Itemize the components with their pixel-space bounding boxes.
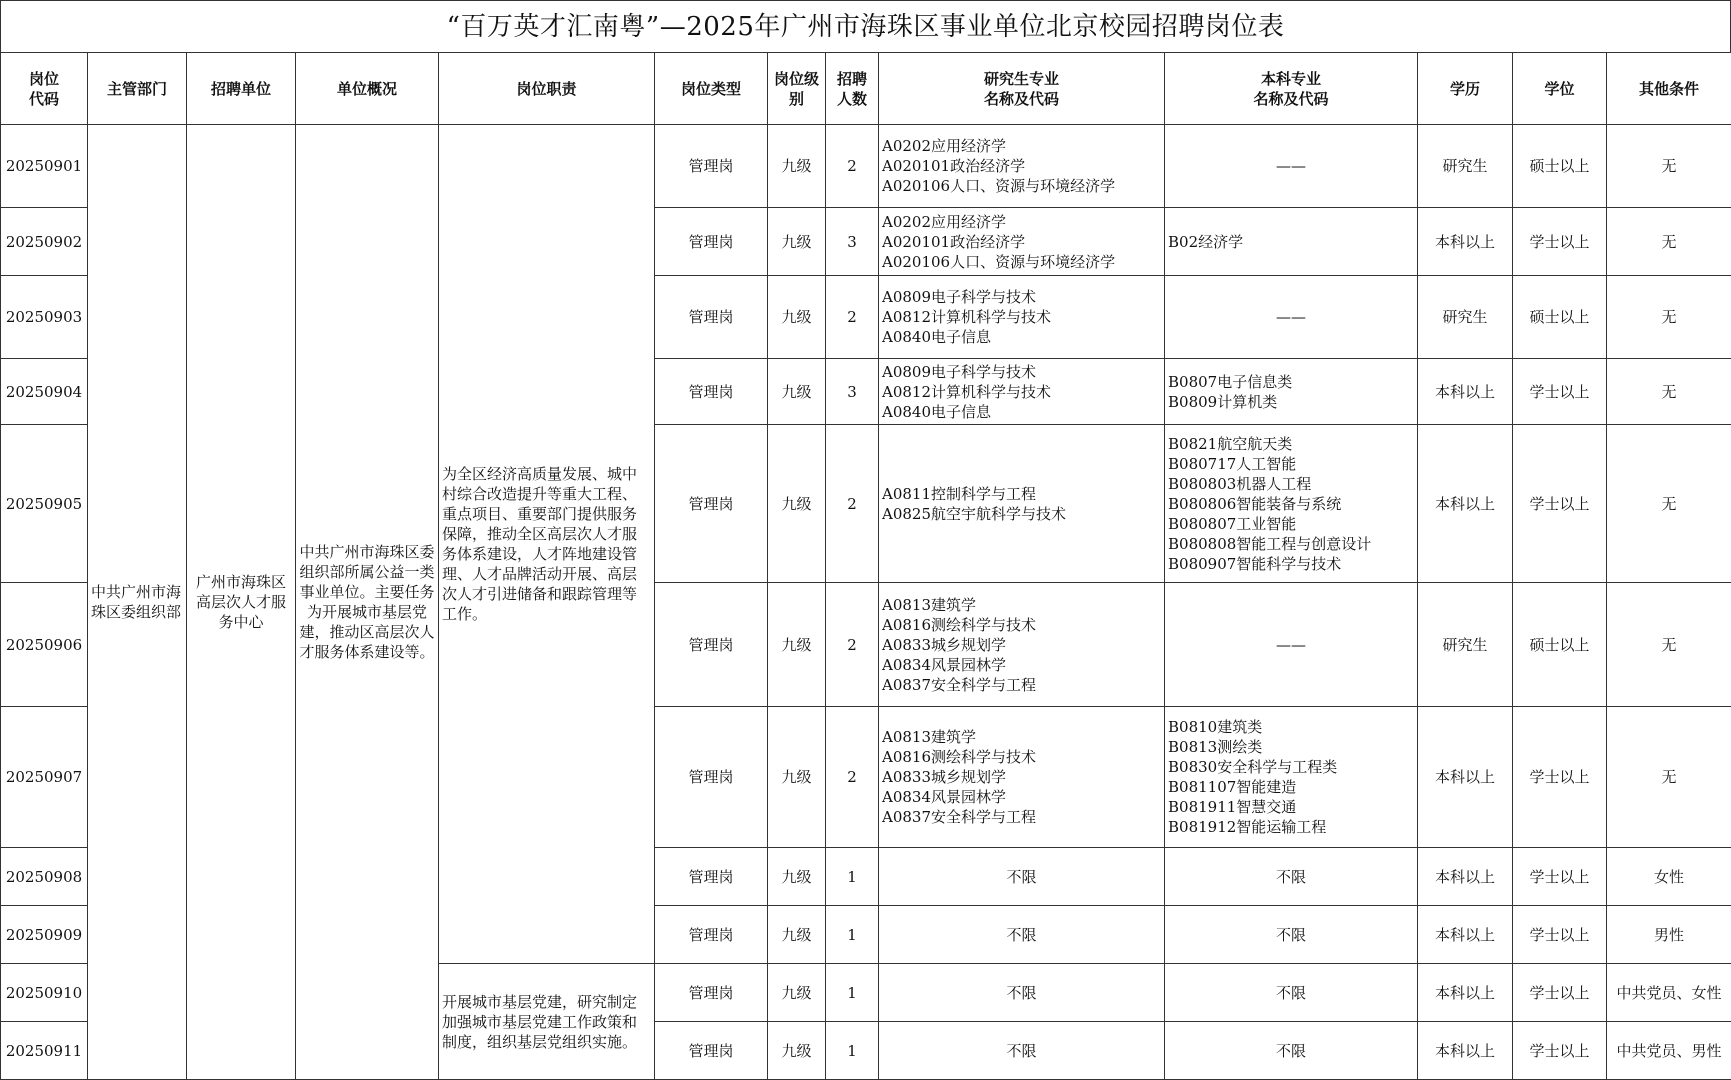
header-edu: 学历	[1418, 53, 1513, 125]
cell-edu: 本科以上	[1418, 359, 1513, 425]
cell-undergrad-major: ——	[1165, 125, 1418, 208]
cell-level: 九级	[768, 425, 826, 583]
cell-edu: 本科以上	[1418, 208, 1513, 276]
cell-code: 20250903	[1, 276, 88, 359]
cell-count: 1	[826, 1022, 879, 1080]
cell-level: 九级	[768, 964, 826, 1022]
cell-unit: 广州市海珠区高层次人才服务中心	[187, 125, 296, 1080]
cell-type: 管理岗	[655, 906, 768, 964]
cell-level: 九级	[768, 276, 826, 359]
cell-other: 女性	[1607, 848, 1731, 906]
cell-undergrad-major: 不限	[1165, 964, 1418, 1022]
cell-degree: 硕士以上	[1513, 276, 1607, 359]
cell-count: 1	[826, 848, 879, 906]
cell-other: 无	[1607, 707, 1731, 848]
cell-code: 20250907	[1, 707, 88, 848]
cell-type: 管理岗	[655, 276, 768, 359]
cell-undergrad-major: B0821航空航天类 B080717人工智能 B080803机器人工程 B080806智能装备与系统 B080807工业智能 B080808智能工程与创意设计 B080907智能科学与技术	[1165, 425, 1418, 583]
header-undergrad-major: 本科专业 名称及代码	[1165, 53, 1418, 125]
cell-other: 无	[1607, 425, 1731, 583]
header-overview: 单位概况	[296, 53, 439, 125]
document-title: “百万英才汇南粤”—2025年广州市海珠区事业单位北京校园招聘岗位表	[0, 0, 1731, 52]
cell-edu: 研究生	[1418, 125, 1513, 208]
header-grad-major: 研究生专业 名称及代码	[879, 53, 1165, 125]
cell-other: 中共党员、男性	[1607, 1022, 1731, 1080]
table-row	[1, 125, 1731, 208]
cell-other: 无	[1607, 583, 1731, 707]
cell-degree: 学士以上	[1513, 848, 1607, 906]
cell-type: 管理岗	[655, 583, 768, 707]
cell-type: 管理岗	[655, 964, 768, 1022]
cell-other: 无	[1607, 359, 1731, 425]
cell-code: 20250904	[1, 359, 88, 425]
cell-undergrad-major: B0810建筑类 B0813测绘类 B0830安全科学与工程类 B081107智能建造 B081911智慧交通 B081912智能运输工程	[1165, 707, 1418, 848]
header-degree: 学位	[1513, 53, 1607, 125]
cell-code: 20250901	[1, 125, 88, 208]
header-count: 招聘 人数	[826, 53, 879, 125]
cell-code: 20250905	[1, 425, 88, 583]
header-code: 岗位 代码	[1, 53, 88, 125]
cell-count: 2	[826, 125, 879, 208]
cell-code: 20250906	[1, 583, 88, 707]
cell-edu: 本科以上	[1418, 964, 1513, 1022]
cell-level: 九级	[768, 707, 826, 848]
cell-other: 无	[1607, 125, 1731, 208]
cell-grad-major: A0202应用经济学 A020101政治经济学 A020106人口、资源与环境经济学	[879, 125, 1165, 208]
cell-grad-major: A0809电子科学与技术 A0812计算机科学与技术 A0840电子信息	[879, 276, 1165, 359]
cell-degree: 学士以上	[1513, 964, 1607, 1022]
cell-degree: 学士以上	[1513, 1022, 1607, 1080]
cell-count: 2	[826, 276, 879, 359]
cell-undergrad-major: B02经济学	[1165, 208, 1418, 276]
cell-edu: 本科以上	[1418, 1022, 1513, 1080]
cell-type: 管理岗	[655, 208, 768, 276]
cell-degree: 硕士以上	[1513, 583, 1607, 707]
cell-count: 2	[826, 707, 879, 848]
cell-grad-major: A0811控制科学与工程 A0825航空宇航科学与技术	[879, 425, 1165, 583]
cell-degree: 学士以上	[1513, 208, 1607, 276]
cell-edu: 本科以上	[1418, 425, 1513, 583]
cell-code: 20250910	[1, 964, 88, 1022]
cell-grad-major: 不限	[879, 964, 1165, 1022]
cell-grad-major: 不限	[879, 1022, 1165, 1080]
header-type: 岗位类型	[655, 53, 768, 125]
cell-count: 2	[826, 583, 879, 707]
header-dept: 主管部门	[88, 53, 187, 125]
cell-undergrad-major: 不限	[1165, 1022, 1418, 1080]
cell-overview: 中共广州市海珠区委组织部所属公益一类事业单位。主要任务为开展城市基层党建，推动区高层次人才服务体系建设等。	[296, 125, 439, 1080]
cell-count: 3	[826, 359, 879, 425]
cell-edu: 研究生	[1418, 583, 1513, 707]
cell-other: 中共党员、女性	[1607, 964, 1731, 1022]
cell-level: 九级	[768, 208, 826, 276]
cell-level: 九级	[768, 125, 826, 208]
cell-count: 2	[826, 425, 879, 583]
cell-type: 管理岗	[655, 848, 768, 906]
cell-code: 20250909	[1, 906, 88, 964]
header-row	[1, 53, 1731, 125]
cell-other: 无	[1607, 208, 1731, 276]
cell-dept: 中共广州市海珠区委组织部	[88, 125, 187, 1080]
header-other: 其他条件	[1607, 53, 1731, 125]
cell-level: 九级	[768, 1022, 826, 1080]
cell-grad-major: A0202应用经济学 A020101政治经济学 A020106人口、资源与环境经济学	[879, 208, 1165, 276]
cell-grad-major: 不限	[879, 848, 1165, 906]
cell-undergrad-major: B0807电子信息类 B0809计算机类	[1165, 359, 1418, 425]
cell-grad-major: 不限	[879, 906, 1165, 964]
cell-undergrad-major: ——	[1165, 583, 1418, 707]
cell-grad-major: A0813建筑学 A0816测绘科学与技术 A0833城乡规划学 A0834风景园林学 A0837安全科学与工程	[879, 707, 1165, 848]
cell-count: 1	[826, 906, 879, 964]
cell-type: 管理岗	[655, 359, 768, 425]
cell-undergrad-major: ——	[1165, 276, 1418, 359]
cell-edu: 本科以上	[1418, 707, 1513, 848]
cell-type: 管理岗	[655, 1022, 768, 1080]
cell-edu: 本科以上	[1418, 906, 1513, 964]
cell-code: 20250911	[1, 1022, 88, 1080]
cell-level: 九级	[768, 906, 826, 964]
cell-type: 管理岗	[655, 125, 768, 208]
cell-count: 3	[826, 208, 879, 276]
cell-other: 男性	[1607, 906, 1731, 964]
cell-other: 无	[1607, 276, 1731, 359]
cell-edu: 本科以上	[1418, 848, 1513, 906]
cell-undergrad-major: 不限	[1165, 848, 1418, 906]
cell-duties: 为全区经济高质量发展、城中村综合改造提升等重大工程、重点项目、重要部门提供服务保障，推动全区高层次人才服务体系建设，人才阵地建设管理、人才品牌活动开展、高层次人才引进储备和跟踪管理等工作。	[439, 125, 655, 964]
header-level: 岗位级 别	[768, 53, 826, 125]
cell-level: 九级	[768, 848, 826, 906]
cell-degree: 学士以上	[1513, 425, 1607, 583]
positions-table	[0, 52, 1731, 1080]
header-unit: 招聘单位	[187, 53, 296, 125]
cell-code: 20250908	[1, 848, 88, 906]
cell-level: 九级	[768, 583, 826, 707]
cell-count: 1	[826, 964, 879, 1022]
cell-type: 管理岗	[655, 707, 768, 848]
cell-grad-major: A0809电子科学与技术 A0812计算机科学与技术 A0840电子信息	[879, 359, 1165, 425]
cell-level: 九级	[768, 359, 826, 425]
header-duties: 岗位职责	[439, 53, 655, 125]
cell-degree: 学士以上	[1513, 906, 1607, 964]
cell-degree: 硕士以上	[1513, 125, 1607, 208]
cell-grad-major: A0813建筑学 A0816测绘科学与技术 A0833城乡规划学 A0834风景园林学 A0837安全科学与工程	[879, 583, 1165, 707]
cell-edu: 研究生	[1418, 276, 1513, 359]
cell-code: 20250902	[1, 208, 88, 276]
cell-duties: 开展城市基层党建，研究制定加强城市基层党建工作政策和制度，组织基层党组织实施。	[439, 964, 655, 1080]
cell-degree: 学士以上	[1513, 359, 1607, 425]
cell-undergrad-major: 不限	[1165, 906, 1418, 964]
cell-degree: 学士以上	[1513, 707, 1607, 848]
cell-type: 管理岗	[655, 425, 768, 583]
